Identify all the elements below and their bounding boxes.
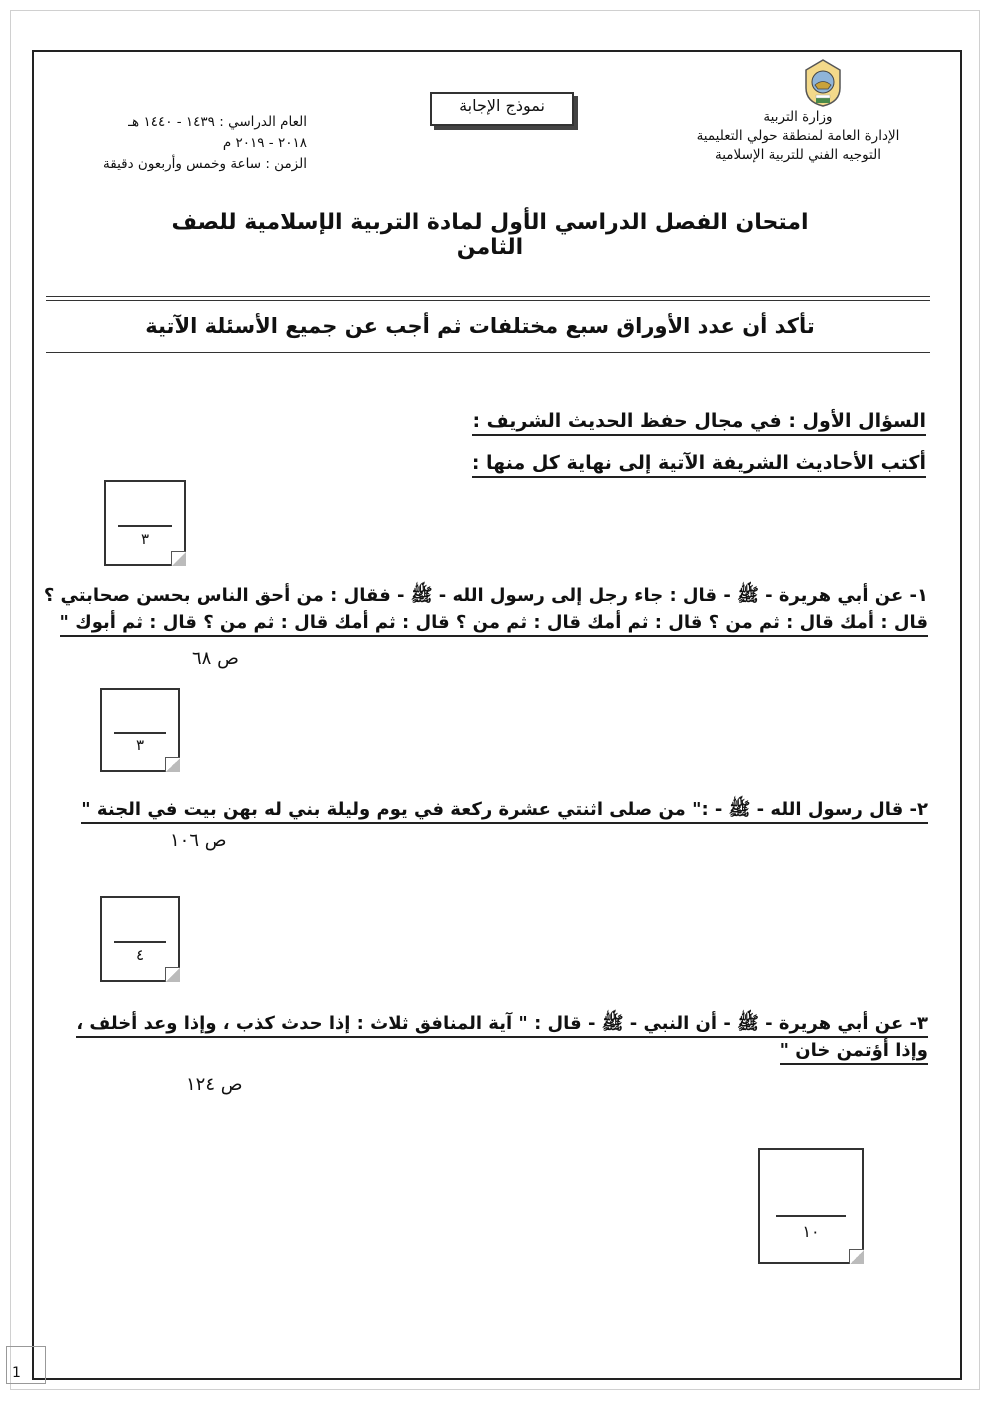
question-title xyxy=(472,410,926,432)
grade-bar xyxy=(114,941,166,943)
instruction: تأكد أن عدد الأوراق سبع مختلفات ثم أجب عن جميع الأسئلة الآتية xyxy=(145,314,815,338)
academic-year-gregorian: ٢٠١٨ - ٢٠١٩ م xyxy=(222,135,307,151)
grade-mark: ٣ xyxy=(140,529,150,548)
divider-top-2 xyxy=(46,300,930,301)
answer-model-label: نموذج الإجابة xyxy=(459,96,545,115)
grade-mark: ٤ xyxy=(135,945,145,964)
hadith-2-page-ref: ص ١٠٦ xyxy=(170,830,227,851)
hadith-3-answer-end: وإذا أؤتمن خان " xyxy=(780,1040,928,1065)
hadith-3-page-ref: ص ١٢٤ xyxy=(186,1074,243,1095)
divider-top xyxy=(46,296,930,297)
question-title-text: السؤال الأول : في مجال حفظ الحديث الشريف : xyxy=(472,410,926,436)
divider-bottom xyxy=(46,352,930,353)
page-number: 1 xyxy=(6,1346,46,1384)
directorate-name: الإدارة العامة لمنطقة حولي التعليمية xyxy=(696,128,900,144)
grade-mark: ٣ xyxy=(135,736,145,755)
question-subtitle-text: أكتب الأحاديث الشريفة الآتية إلى نهاية كل منها : xyxy=(472,452,926,478)
exam-duration: الزمن : ساعة وخمس وأربعون دقيقة xyxy=(103,156,307,172)
hadith-2-line-1 xyxy=(81,798,928,824)
header-exam-info xyxy=(52,112,307,175)
hadith-1-page-ref: ص ٦٨ xyxy=(192,648,239,669)
hadith-3-line-1 xyxy=(76,1012,928,1038)
hadith-3-answer: ٣- عن أبي هريرة - ﷺ - أن النبي - ﷺ - قال : " آية المنافق ثلاث : إذا حدث كذب ، وإذا وعد أخلف ، xyxy=(76,1013,928,1038)
total-grade-bar xyxy=(776,1215,845,1217)
grade-box xyxy=(100,896,180,982)
grade-box xyxy=(100,688,180,772)
academic-year: العام الدراسي : ١٤٣٩ - ١٤٤٠ هـ xyxy=(128,114,307,130)
hadith-1-line-1: ١- عن أبي هريرة - ﷺ - قال : جاء رجل إلى رسول الله - ﷺ - فقال : من أحق الناس بحسن صحابتي ؟ xyxy=(43,585,928,606)
grade-bar xyxy=(118,525,171,527)
question-subtitle xyxy=(472,452,926,474)
grade-box xyxy=(104,480,186,566)
total-mark: ١٠ xyxy=(802,1221,820,1241)
hadith-3-line-2 xyxy=(780,1040,928,1061)
grade-bar xyxy=(114,732,166,734)
hadith-2-answer: ٢- قال رسول الله - ﷺ - :" من صلى اثنتي عشرة ركعة في يوم وليلة بني له بهن بيت في الجنة " xyxy=(81,799,928,824)
supervision-name: التوجيه الفني للتربية الإسلامية xyxy=(715,147,881,163)
hadith-1-answer: قال : أمك قال : ثم من ؟ قال : ثم أمك قال : ثم من ؟ قال : ثم أمك قال : ثم من ؟ قال : ثم أبوك " xyxy=(60,612,928,637)
total-grade-box xyxy=(758,1148,864,1264)
header-institution xyxy=(668,108,928,165)
hadith-1-line-2 xyxy=(60,612,928,633)
ministry-emblem-icon xyxy=(800,58,846,108)
ministry-name: وزارة التربية xyxy=(763,109,833,125)
exam-title: امتحان الفصل الدراسي الأول لمادة التربية الإسلامية للصف الثامن xyxy=(171,210,809,260)
